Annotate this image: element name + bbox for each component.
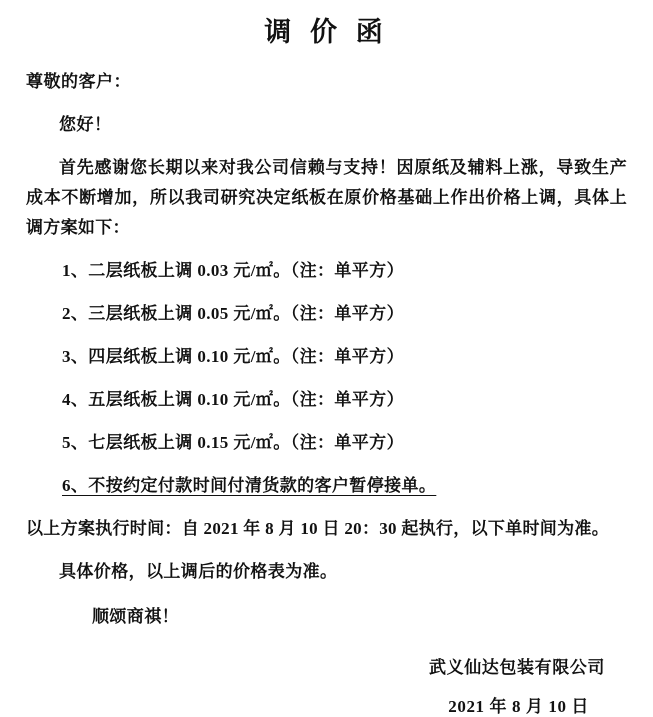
closing-greeting: 顺颂商祺！ — [92, 607, 179, 627]
list-item: 4、五层纸板上调 0.10 元/㎡。（注：单平方） — [62, 390, 404, 410]
body-paragraph: 首先感谢您长期以来对我公司信赖与支持！因原纸及辅料上涨，导致生产成本不断增加，所以我司研究决定纸板在原价格基础上作出价格上调，具体上调方案如下： — [26, 158, 627, 237]
list-item: 1、二层纸板上调 0.03 元/㎡。（注：单平方） — [62, 261, 404, 281]
effective-time: 以上方案执行时间：自 2021 年 8 月 10 日 20：30 起执行，以下单时间为准。 — [26, 519, 609, 539]
company-signature: 武义仙达包装有限公司 — [429, 658, 605, 678]
greeting: 您好！ — [59, 115, 112, 134]
list-item: 3、四层纸板上调 0.10 元/㎡。（注：单平方） — [62, 347, 404, 367]
list-item: 2、三层纸板上调 0.05 元/㎡。（注：单平方） — [62, 304, 404, 324]
document-date: 2021 年 8 月 10 日 — [448, 697, 589, 717]
page-title: 调 价 函 — [264, 17, 389, 47]
list-item: 6、不按约定付款时间付清货款的客户暂停接单。 — [62, 476, 437, 496]
salutation: 尊敬的客户： — [26, 72, 131, 91]
list-item: 5、七层纸板上调 0.15 元/㎡。（注：单平方） — [62, 433, 404, 453]
adjustment-list — [26, 256, 627, 496]
price-note: 具体价格，以上调后的价格表为准。 — [59, 562, 338, 582]
